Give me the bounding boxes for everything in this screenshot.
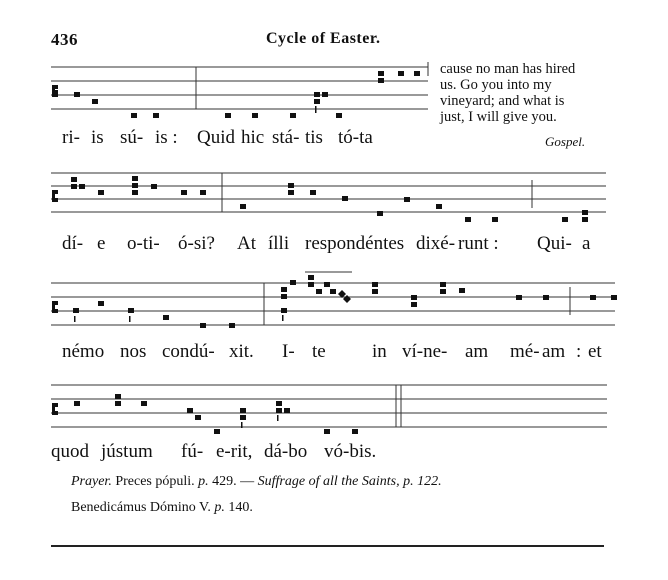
lyric-4-6: vó-bis. bbox=[324, 441, 377, 462]
lyric-2-4: ó-si? bbox=[178, 233, 215, 254]
benedicamus-page-number: 140. bbox=[228, 500, 253, 515]
lyric-1-5: Quid bbox=[197, 127, 235, 148]
lyric-1-9: tó-ta bbox=[338, 127, 373, 148]
lyric-2-6: ílli bbox=[268, 233, 290, 254]
c-clef-4 bbox=[52, 403, 58, 415]
lyric-1-4: is : bbox=[155, 127, 178, 148]
running-head: Cycle of Easter. bbox=[266, 30, 381, 47]
lyric-1-8: tis bbox=[305, 127, 323, 148]
gospel-reference: Gospel. bbox=[545, 134, 586, 149]
prayer-label: Prayer. bbox=[71, 474, 112, 489]
lyric-3-9: am bbox=[465, 341, 489, 362]
lyric-4-2: jústum bbox=[101, 441, 153, 462]
lyric-4-5: dá-bo bbox=[264, 441, 308, 462]
lyric-4-1: quod bbox=[51, 441, 89, 462]
page-number: 436 bbox=[51, 30, 78, 49]
lyric-3-3: condú- bbox=[162, 341, 215, 362]
gospel-line-4: just, I will give you. bbox=[440, 109, 557, 125]
prayer-page-number: 429. bbox=[212, 474, 237, 489]
suffrage-page-abbrev: p. bbox=[403, 474, 414, 489]
lyric-1-6: hic bbox=[241, 127, 265, 148]
lyric-2-2: e bbox=[97, 233, 106, 254]
lyric-3-6: te bbox=[312, 341, 326, 362]
gospel-line-2: us. Go you into my bbox=[440, 77, 552, 93]
lyric-2-11: a bbox=[582, 233, 591, 254]
benedicamus-page-abbrev: p. bbox=[214, 500, 225, 515]
lyric-1-1: ri- bbox=[62, 127, 80, 148]
lyric-3-11: am bbox=[542, 341, 566, 362]
gospel-line-1: cause no man has hired bbox=[440, 61, 576, 77]
lyric-2-8: dixé- bbox=[416, 233, 456, 254]
lyric-3-4: xit. bbox=[229, 341, 254, 362]
lyric-2-9: runt : bbox=[458, 233, 499, 254]
lyric-2-7: respondéntes bbox=[305, 233, 405, 254]
gospel-line-3: vineyard; and what is bbox=[440, 93, 565, 109]
prayer-line bbox=[71, 474, 442, 490]
prayer-page-abbrev: p. bbox=[198, 474, 209, 489]
lyric-3-8: ví-ne- bbox=[402, 341, 448, 362]
lyric-2-3: o-ti- bbox=[127, 233, 160, 254]
lyric-1-7: stá- bbox=[272, 127, 300, 148]
suffrage-page-number: 122. bbox=[417, 474, 442, 489]
lyric-3-13: et bbox=[588, 341, 602, 362]
lyric-2-1: dí- bbox=[62, 233, 84, 254]
lyric-3-5: I- bbox=[282, 341, 295, 362]
bottom-rule bbox=[51, 545, 604, 547]
benedicamus-text: Benedicámus Dómino V. bbox=[71, 500, 211, 515]
lyric-2-10: Qui- bbox=[537, 233, 572, 254]
suffrage-label: Suffrage of all the Saints, bbox=[257, 474, 400, 489]
lyric-3-10: mé- bbox=[510, 341, 540, 362]
lyric-4-3: fú- bbox=[181, 441, 204, 462]
lyric-1-2: is bbox=[91, 127, 104, 148]
lyric-1-3: sú- bbox=[120, 127, 144, 148]
dash: — bbox=[240, 474, 255, 489]
lyric-3-1: némo bbox=[62, 341, 105, 362]
lyric-3-12: : bbox=[576, 341, 582, 362]
lyric-3-2: nos bbox=[120, 341, 147, 362]
lyric-3-7: in bbox=[372, 341, 387, 362]
lyric-4-4: e-rit, bbox=[216, 441, 253, 462]
prayer-text: Preces pópuli. bbox=[115, 474, 195, 489]
lyric-2-5: At bbox=[237, 233, 256, 254]
benedicamus-line bbox=[71, 500, 253, 516]
